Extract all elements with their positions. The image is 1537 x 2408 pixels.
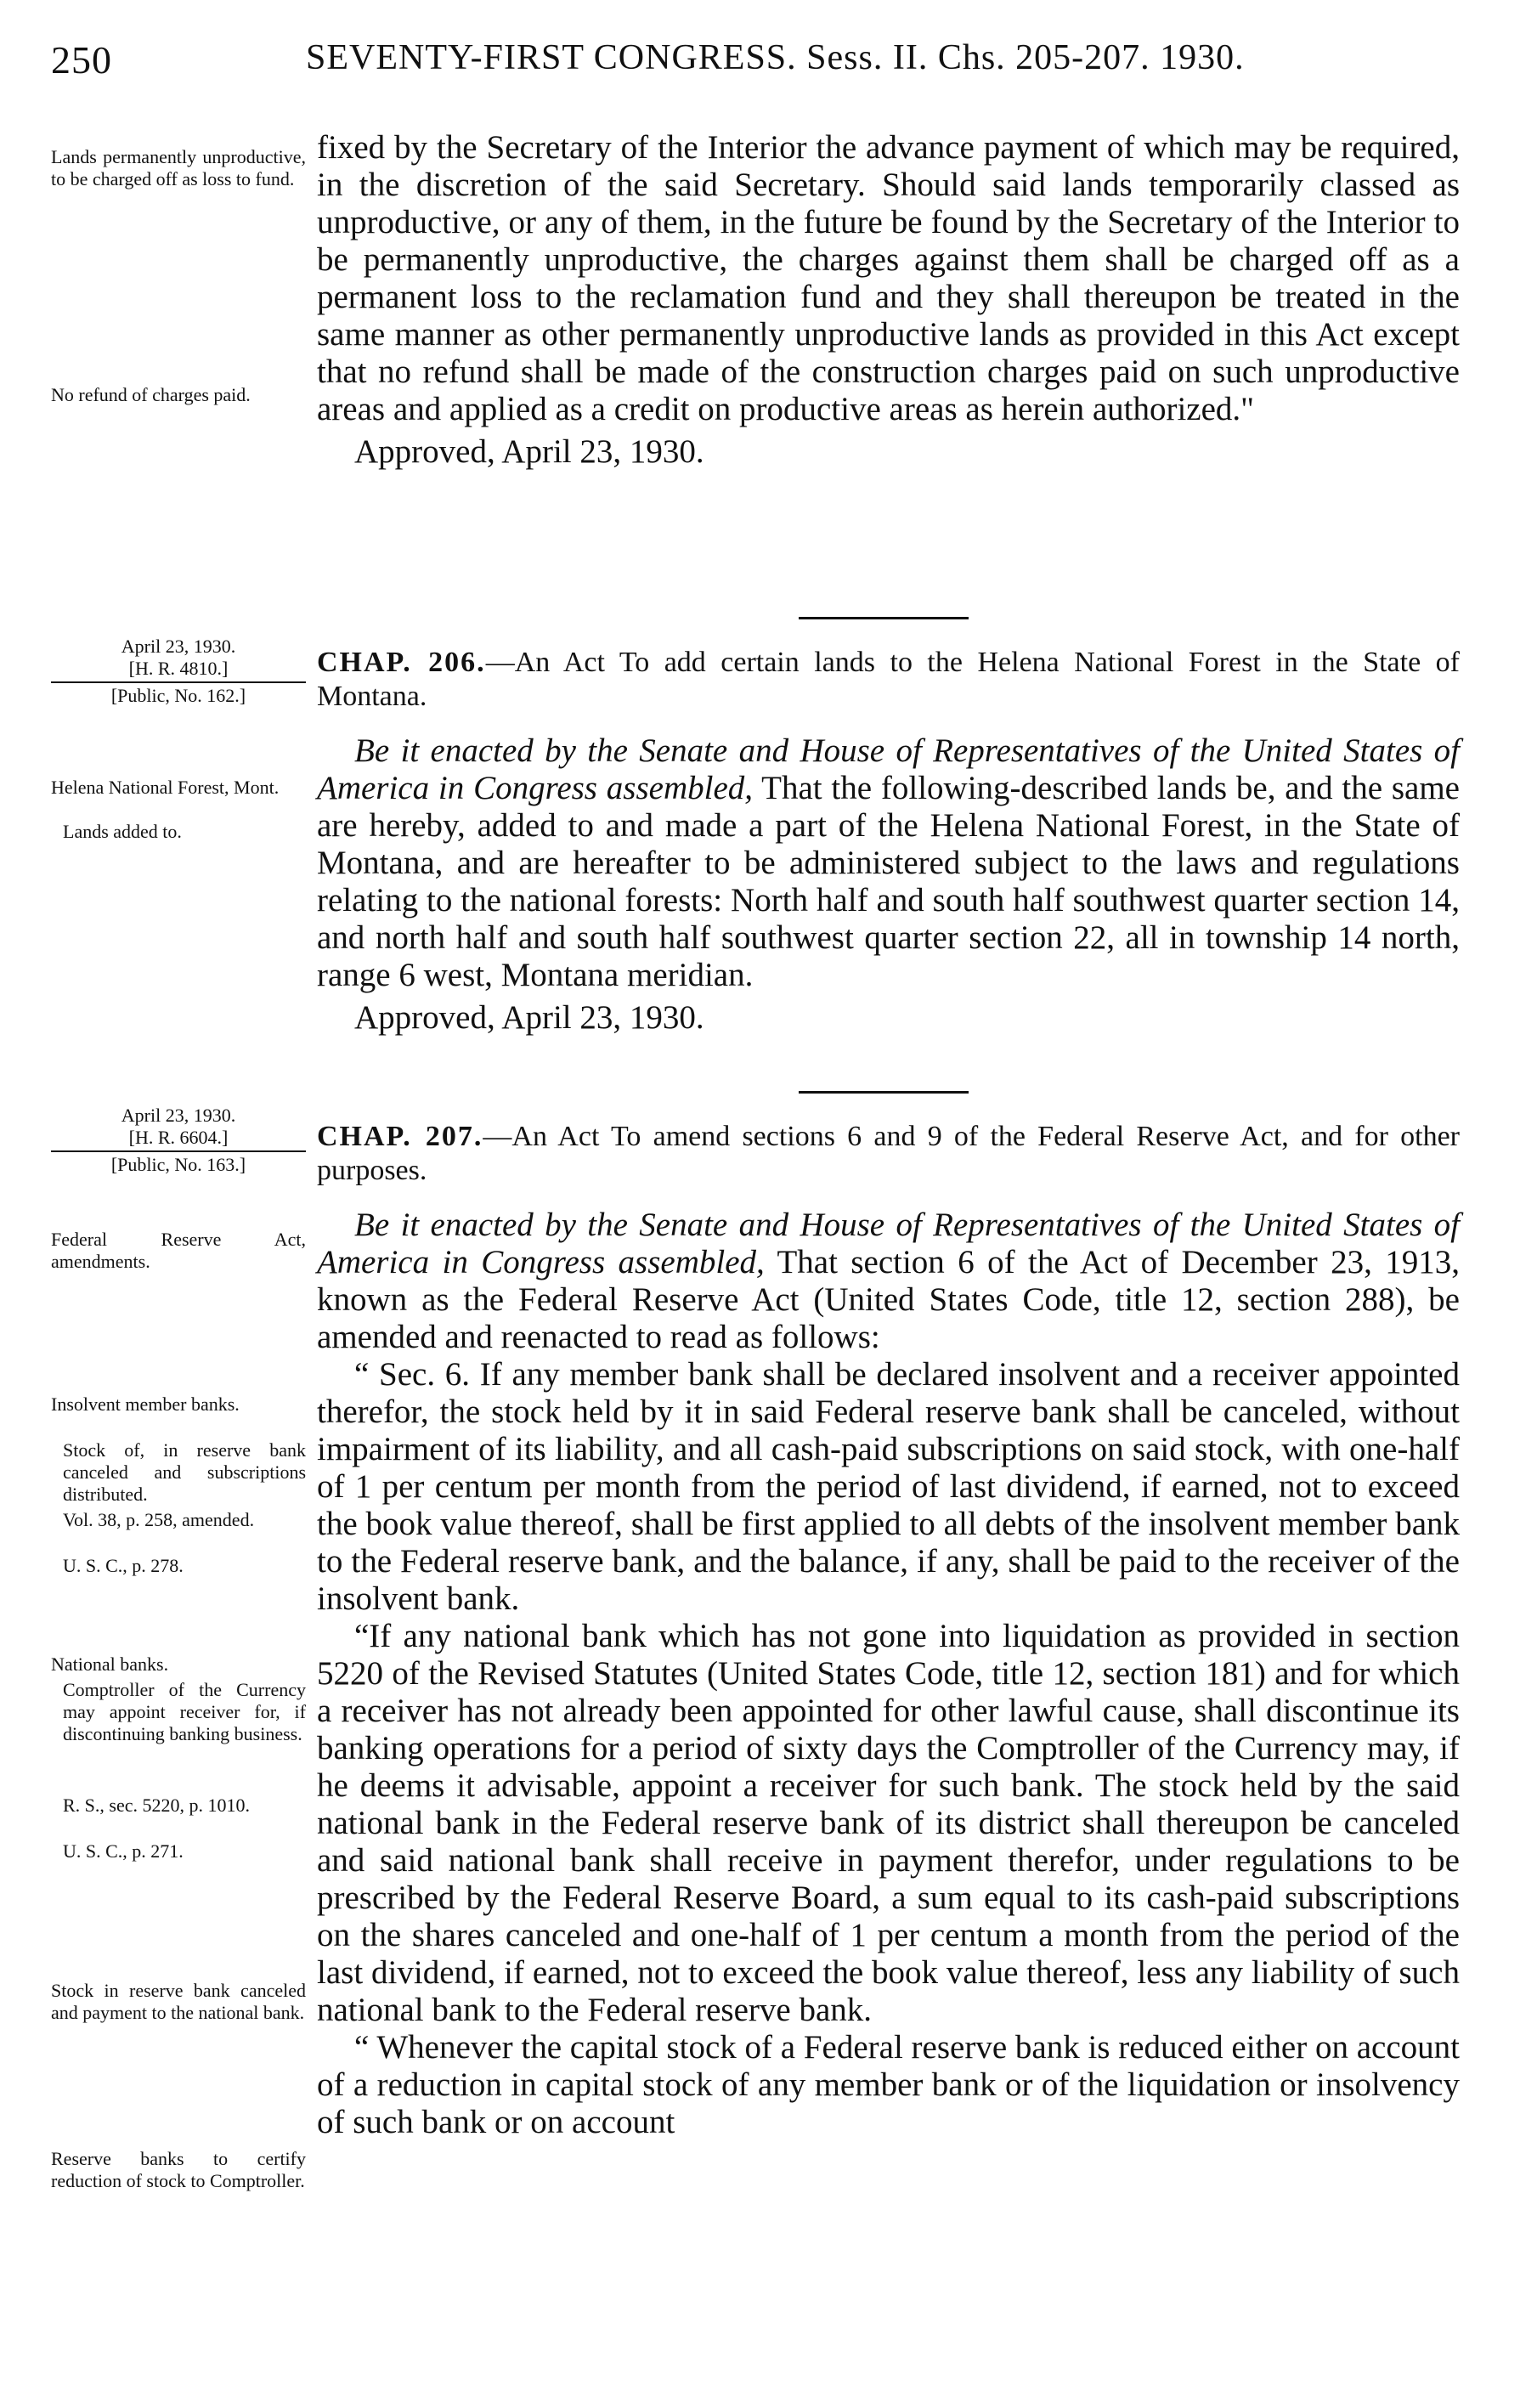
margin-rule <box>51 1150 306 1152</box>
margin-note-vol38: Vol. 38, p. 258, amended. <box>63 1509 255 1530</box>
section-divider <box>799 617 969 619</box>
margin-note-national-banks: National banks. <box>51 1653 169 1675</box>
margin-note-chap206-meta <box>51 636 306 707</box>
chapter-205-tail <box>317 129 1460 471</box>
chapter-207-heading <box>317 1120 1460 1188</box>
chapter-206-body: That the following-described lands be, and the same are hereby, added to and made a part of the Helena National Forest, in the State of Montana, and are hereafter to be administered subject to the laws and regulations relating to the national forests: North half and south half southwest quarter section 14, and north half and south half southwest quarter section 22, all in township 14 north, range 6 west, Montana meridian. <box>317 770 1460 993</box>
margin-note-helena-forest: Helena National Forest, Mont. <box>51 777 280 798</box>
chapter-207-enactment <box>317 1207 1460 1356</box>
margin-note-stock-canceled: Stock of, in reserve bank canceled and subscriptions distributed. <box>63 1439 306 1505</box>
margin-note-reserve-certify: Reserve banks to certify reduction of stock to Comptroller. <box>51 2148 306 2191</box>
chapter-205-approved: Approved, April 23, 1930. <box>354 433 704 470</box>
chap207-bill: [H. R. 6604.] <box>128 1127 229 1148</box>
chapter-205-paragraph: fixed by the Secretary of the Interior the advance payment of which may be required, in the discretion of the said Secretary. Should said lands temporarily classed as unproductive, or any of them, in the future be found by the Secretary of the Interior to be permanently unproductive, the charges against them shall be charged off as a permanent loss to the reclamation fund and they shall thereupon be treated in the same manner as other permanently unproductive lands as provided in this Act except that no refund shall be made of the construction charges paid on such unproductive areas and applied as a credit on productive areas as herein authorized." <box>317 129 1460 427</box>
chapter-207-title: —An Act To amend sections 6 and 9 of the Federal Reserve Act, and for other purposes. <box>317 1121 1460 1186</box>
chapter-206-enactment <box>317 732 1460 994</box>
chap206-bill: [H. R. 4810.] <box>128 658 229 679</box>
chapter-207-national-bank: “If any national bank which has not gone into liquidation as provided in section 5220 of the Revised Statutes (United States Code, title 12, section 181) and for which a receiver has not already been appointed for other lawful cause, shall discontinue its banking operations for a period of sixty days the Comptroller of the Currency may, if he deems it advisable, appoint a receiver for such bank. The stock held by the said national bank in the Federal reserve bank of its district shall thereupon be canceled and said national bank shall receive in payment therefor, under regulations to be prescribed by the Federal Reserve Board, a sum equal to its cash-paid subscriptions on the shares canceled and one-half of 1 per centum a month from the period of the last dividend, if earned, not to exceed the book value thereof, less any liability of such national bank to the Federal reserve bank. <box>317 1618 1460 2028</box>
margin-note-stock-reserve: Stock in reserve bank canceled and payment to the national bank. <box>51 1980 306 2023</box>
chap206-date: April 23, 1930. <box>121 636 236 657</box>
margin-note-comptroller: Comptroller of the Currency may appoint receiver for, if discontinuing banking business. <box>63 1679 306 1744</box>
margin-note-usc271: U. S. C., p. 271. <box>63 1840 184 1862</box>
chap207-date: April 23, 1930. <box>121 1105 236 1126</box>
margin-note-usc278: U. S. C., p. 278. <box>63 1555 184 1576</box>
chapter-206-label: CHAP. 206. <box>317 647 486 678</box>
running-head <box>51 37 1461 97</box>
chap207-public: [Public, No. 163.] <box>110 1154 246 1175</box>
margin-note-rs5220: R. S., sec. 5220, p. 1010. <box>63 1795 250 1816</box>
margin-note-no-refund: No refund of charges paid. <box>51 384 251 405</box>
margin-note-chap207-meta <box>51 1105 306 1176</box>
margin-note-federal-reserve-act: Federal Reserve Act, amendments. <box>51 1229 306 1272</box>
margin-note-insolvent-banks: Insolvent member banks. <box>51 1393 240 1415</box>
page-number: 250 <box>51 38 112 82</box>
header-title: SEVENTY-FIRST CONGRESS. Sess. II. Chs. 205-207. 1930. <box>306 38 1245 77</box>
chapter-207-capital-stock: “ Whenever the capital stock of a Federal reserve bank is reduced either on account of a reduction in capital stock of any member bank or of the liquidation or insolvency of such bank or on account <box>317 2029 1460 2140</box>
chapter-207-enacting-clause: Be it enacted by the Senate and House of Representatives of the United States of America in Congress assembled, <box>317 1207 1460 1280</box>
margin-note-lands-unproductive: Lands permanently unproductive, to be charged off as loss to fund. <box>51 146 306 189</box>
chapter-207-enacting-body: That section 6 of the Act of December 23, 1913, known as the Federal Reserve Act (United States Code, title 12, section 288), be amended and reenacted to read as follows: <box>317 1244 1460 1355</box>
chapter-206-approved: Approved, April 23, 1930. <box>354 999 704 1036</box>
chap206-public: [Public, No. 162.] <box>110 685 246 706</box>
margin-note-lands-added: Lands added to. <box>63 821 182 842</box>
margin-rule <box>51 681 306 683</box>
chapter-207 <box>317 1120 1460 2141</box>
chapter-206 <box>317 646 1460 1037</box>
chapter-206-heading <box>317 646 1460 714</box>
chapter-207-label: CHAP. 207. <box>317 1121 483 1152</box>
chapter-206-title: —An Act To add certain lands to the Helena National Forest in the State of Montana. <box>317 647 1460 712</box>
section-divider <box>799 1091 969 1094</box>
chapter-206-enacting-clause: Be it enacted by the Senate and House of Representatives of the United States of America in Congress assembled, <box>317 732 1460 806</box>
chapter-207-sec6: “ Sec. 6. If any member bank shall be declared insolvent and a receiver appointed therefor, the stock held by it in said Federal reserve bank shall be canceled, without impairment of its liability, and all cash-paid subscriptions on said stock, with one-half of 1 per centum per month from the period of last dividend, if earned, not to exceed the book value thereof, shall be first applied to all debts of the insolvent member bank to the Federal reserve bank, and the balance, if any, shall be paid to the receiver of the insolvent bank. <box>317 1356 1460 1617</box>
